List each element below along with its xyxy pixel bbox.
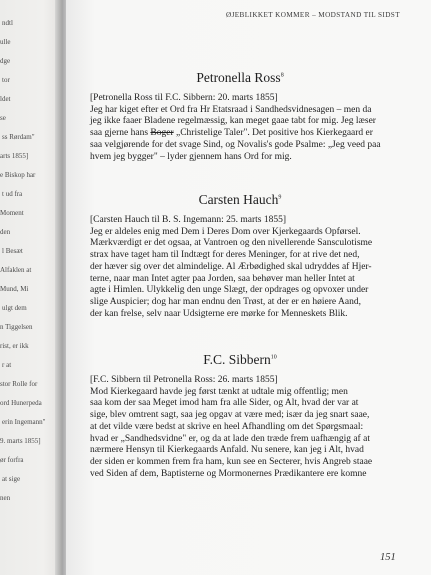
left-page-fragment: se	[0, 114, 6, 122]
letter-text-line: Jeg har kiget efter et Ord fra Hr Etatsraad i Sandhedsvidnesagen – men da	[90, 104, 372, 115]
footnote-marker: 10	[270, 354, 277, 361]
left-page-fragment: ulgt dem	[2, 304, 27, 312]
letter-petronella-ross	[90, 93, 404, 163]
letter-text-line: at det vilde være bedst at skrive en heel Afhandling om det Spørgsmaal:	[90, 421, 364, 432]
left-page-fragment: stor Rolle for	[0, 380, 38, 388]
running-head: ØJEBLIKKET KOMMER – MODSTAND TIL SIDST	[225, 11, 400, 19]
left-page-fragment: rist, er ikk	[0, 342, 29, 350]
left-page-fragment: ldet	[0, 95, 11, 103]
letter-carsten-hauch	[90, 215, 404, 320]
section-heading-fc-sibbern	[80, 352, 400, 368]
left-page-fragment: ss Rørdam"	[2, 133, 35, 141]
heading-text: Carsten Hauch	[198, 192, 279, 207]
letter-text-line: saa gjerne hans Boger „Christelige Taler". Det positive hos Kierkegaard er	[90, 128, 373, 139]
left-page-edge	[0, 0, 62, 575]
section-heading-carsten-hauch	[80, 192, 400, 208]
letter-text-line: der kan frelse, selv naar Udsigterne ere mørke for Menneskets Blik.	[90, 308, 348, 319]
left-page-fragment: nen	[0, 494, 11, 502]
letter-source-line: [Carsten Hauch til B. S. Ingemann: 25. marts 1855]	[90, 215, 287, 225]
letter-text-line: ved Siden af dem, Baptisterne og Mormonernes Prædikantere ere komne	[90, 468, 367, 479]
letter-text-line: terne, naar man Intet agter paa Jorden, saa behøver man heller Intet at	[90, 273, 355, 284]
letter-text-line: nærmere Hensyn til Kierkegaards Anfald. Nu senere, kan jeg i Alt, hvad	[90, 445, 364, 456]
section-heading-petronella-ross	[80, 70, 400, 86]
heading-text: Petronella Ross	[196, 70, 281, 85]
letter-text-line: hvem jeg bygger" – lyder gjennem hans Ord for mig.	[90, 151, 292, 162]
letter-fc-sibbern	[90, 375, 404, 480]
left-page-fragment: 9. marts 1855]	[0, 437, 41, 445]
left-page-fragment: n Tiggelsen	[0, 323, 33, 331]
letter-text-line: slige Auspicier; dog har man endnu den Trøst, at der er en høiere Aand,	[90, 296, 361, 307]
left-page-fragment: Alfaklen at	[0, 266, 32, 274]
letter-text-line: saa velgjørende for det svage Sind, og Novalis's gode Psalme: „Jeg veed paa	[90, 139, 381, 150]
footnote-marker: 8	[280, 72, 284, 79]
letter-text-line: der hæver sig over det almindelige. Al Ærbødighed skal udryddes af Hjer-	[90, 261, 372, 272]
page-number: 151	[380, 552, 396, 563]
left-page-fragment: Mund, Mi	[0, 285, 29, 293]
left-page-fragment: arts 1855]	[0, 152, 29, 160]
letter-text-line: strax have taget ham til Indtægt for deres Meninger, for at rive det ned,	[90, 250, 360, 261]
left-page-fragment: l Besæt	[2, 247, 23, 255]
letter-text-line: hvad er „Sandhedsvidne" er, og da at lade den træde frem uafhængig af at	[90, 433, 370, 444]
letter-text-line: der siden er kommen frem fra ham, kun see en Secterer, hvis Angreb staae	[90, 456, 373, 467]
left-page-fragment: erin Ingemann"	[2, 418, 46, 426]
footnote-marker: 9	[278, 194, 282, 201]
letter-source-line: [F.C. Sibbern til Petronella Ross: 26. marts 1855]	[90, 375, 278, 385]
left-page-fragment: den	[0, 228, 11, 236]
letter-text-line: Mærkværdigt er det ogsaa, at Vantroen og den nivellerende Sansculotisme	[90, 238, 373, 249]
left-page-fragment: ulle	[0, 38, 11, 46]
left-page-fragment: at sige	[2, 475, 21, 483]
heading-text: F.C. Sibbern	[203, 352, 271, 367]
left-page-fragment: r at	[2, 361, 12, 369]
struck-word: Boger	[150, 128, 174, 139]
letter-text-line: Jeg er aldeles enig med Dem i Deres Dom over Kjerkegaards Opførsel.	[90, 226, 361, 237]
letter-source-line: [Petronella Ross til F.C. Sibbern: 20. marts 1855]	[90, 93, 278, 103]
left-page-fragment: e Biskop har	[0, 171, 36, 179]
left-page-fragment: t ud fra	[2, 190, 23, 198]
left-page-fragment: Moment	[0, 209, 24, 217]
letter-text-line: saa kom der saa Meget imod ham fra alle Sider, og Alt, hvad der var at	[90, 398, 359, 409]
letter-text-line: sige, blev omtrent sagt, saa jeg opgav at være med; især da jeg snart saae,	[90, 410, 370, 421]
letter-text-line: agte i Himlen. Ulykkelig den unge Slægt, der opdrages og opvoxer under	[90, 285, 369, 296]
left-page-fragment: ord Hunerpeda	[0, 399, 42, 407]
left-page-fragment: tor	[2, 76, 10, 84]
letter-text-line: Mod Kierkegaard havde jeg først tænkt at udtale mig offentlig; men	[90, 386, 348, 397]
left-page-fragment: dge	[0, 57, 11, 65]
letter-text-line: jeg ikke faaer Bladene regelmæssig, kan meget gaae tabt for mig. Jeg læser	[90, 116, 376, 127]
left-page-fragment: ndtl	[2, 19, 13, 27]
left-page-fragment: ør forfra	[0, 456, 24, 464]
